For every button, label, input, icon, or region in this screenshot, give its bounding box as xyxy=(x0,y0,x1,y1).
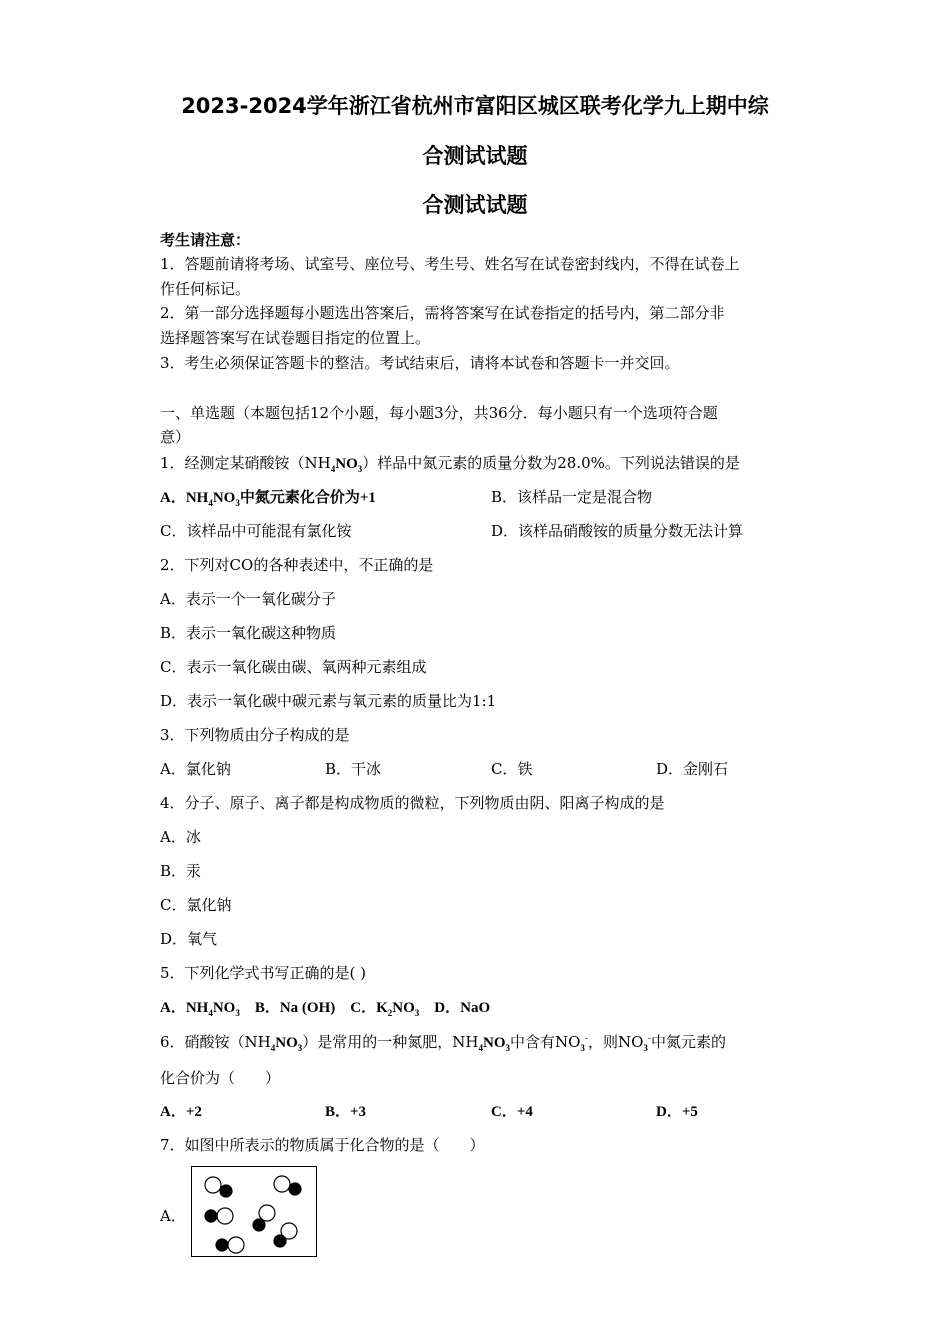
paper-title-line-3: 合测试试题 xyxy=(422,193,528,217)
question-4-option-d[interactable]: D．氧气 xyxy=(160,930,218,948)
molecule-diagram xyxy=(192,1167,315,1255)
question-2-option-b[interactable]: B．表示一氧化碳这种物质 xyxy=(160,624,337,642)
question-4-stem: 4．分子、原子、离子都是构成物质的微粒，下列物质由阴、阳离子构成的是 xyxy=(160,794,665,812)
notice-item-3: 3．考生必须保证答题卡的整洁。考试结束后，请将本试卷和答题卡一并交回。 xyxy=(160,354,680,372)
question-3-option-c[interactable]: C．铁 xyxy=(491,760,533,778)
question-2-option-d[interactable]: D．表示一氧化碳中碳元素与氧元素的质量比为1:1 xyxy=(160,692,497,710)
question-4-option-c[interactable]: C．氯化钠 xyxy=(160,896,232,914)
question-5-option-a[interactable]: A．$NH_4NO_3$ xyxy=(160,1000,240,1018)
question-6-option-a[interactable]: A．+2 xyxy=(160,1104,202,1120)
molecule-pair-6 xyxy=(216,1237,244,1253)
question-1-option-c[interactable]: C．该样品中可能混有氯化铵 xyxy=(160,522,352,540)
molecule-diagram-box[interactable] xyxy=(191,1166,317,1257)
question-3-option-b[interactable]: B．干冰 xyxy=(325,760,382,778)
notice-item-1: 1．答题前请将考场、试室号、座位号、考生号、姓名写在试卷密封线内，不得在试卷上 xyxy=(160,255,740,273)
question-6-stem-cont: 化合价为（ ） xyxy=(160,1069,281,1087)
molecule-pair-2 xyxy=(274,1176,301,1195)
question-3-stem: 3．下列物质由分子构成的是 xyxy=(160,726,350,744)
question-5-option-b[interactable]: B．Na (OH) xyxy=(254,1000,336,1016)
question-6-option-b[interactable]: B．+3 xyxy=(325,1104,367,1120)
question-6-option-d[interactable]: D．+5 xyxy=(656,1104,698,1120)
notice-heading: 考生请注意： xyxy=(160,231,251,249)
question-1-option-b[interactable]: B．该样品一定是混合物 xyxy=(491,488,653,506)
question-1-option-a[interactable]: A．$NH_4NO_3$中氮元素化合价为+1 xyxy=(160,490,376,508)
question-5-option-d[interactable]: D．NaO xyxy=(434,1000,491,1016)
molecule-pair-1 xyxy=(205,1177,232,1197)
question-2-option-c[interactable]: C．表示一氧化碳由碳、氧两种元素组成 xyxy=(160,658,427,676)
question-3-option-a[interactable]: A．氯化钠 xyxy=(160,760,231,778)
question-6-option-c[interactable]: C．+4 xyxy=(491,1104,533,1120)
notice-item-2-cont: 选择题答案写在试卷题目指定的位置上。 xyxy=(160,329,431,347)
question-7-stem: 7．如图中所表示的物质属于化合物的是（ ） xyxy=(160,1136,485,1154)
question-1-option-d[interactable]: D．该样品硝酸铵的质量分数无法计算 xyxy=(491,522,744,540)
molecule-pair-3 xyxy=(205,1208,233,1224)
question-5-stem: 5．下列化学式书写正确的是( ) xyxy=(160,964,367,982)
paper-title-line-1: 2023-2024学年浙江省杭州市富阳区城区联考化学九上期中综 xyxy=(181,94,769,118)
section-heading-cont: 意） xyxy=(160,428,191,446)
question-2-option-a[interactable]: A．表示一个一氧化碳分子 xyxy=(160,590,336,608)
notice-item-1-cont: 作任何标记。 xyxy=(160,280,251,298)
molecule-pair-4 xyxy=(253,1205,275,1231)
question-5-options xyxy=(160,996,490,1018)
paper-title-line-2: 合测试试题 xyxy=(422,144,528,168)
question-7-option-a[interactable]: A． xyxy=(160,1207,186,1225)
section-heading: 一、单选题（本题包括12个小题，每小题3分，共36分．每小题只有一个选项符合题 xyxy=(160,404,718,422)
question-4-option-a[interactable]: A．冰 xyxy=(160,828,201,846)
molecule-pair-5 xyxy=(274,1223,297,1247)
question-1-stem: 1．经测定某硝酸铵$(NH_4NO_3)$样品中氮元素的质量分数为28.0%。下列说法错误的是 xyxy=(160,454,740,474)
question-3-option-d[interactable]: D．金刚石 xyxy=(656,760,729,778)
notice-item-2: 2．第一部分选择题每小题选出答案后，需将答案写在试卷指定的括号内，第二部分非 xyxy=(160,304,725,322)
question-6-stem: 6．硝酸铵$(NH_4NO_3)$是常用的一种氮肥，$NH_4NO_3$中含有$NO_3^-$，则$NO_3^-$中氮元素的 xyxy=(160,1033,726,1053)
question-4-option-b[interactable]: B．汞 xyxy=(160,862,202,880)
question-5-option-c[interactable]: C．$K_2NO_3$ xyxy=(350,1000,420,1018)
question-2-stem: 2．下列对CO的各种表述中，不正确的是 xyxy=(160,556,434,574)
